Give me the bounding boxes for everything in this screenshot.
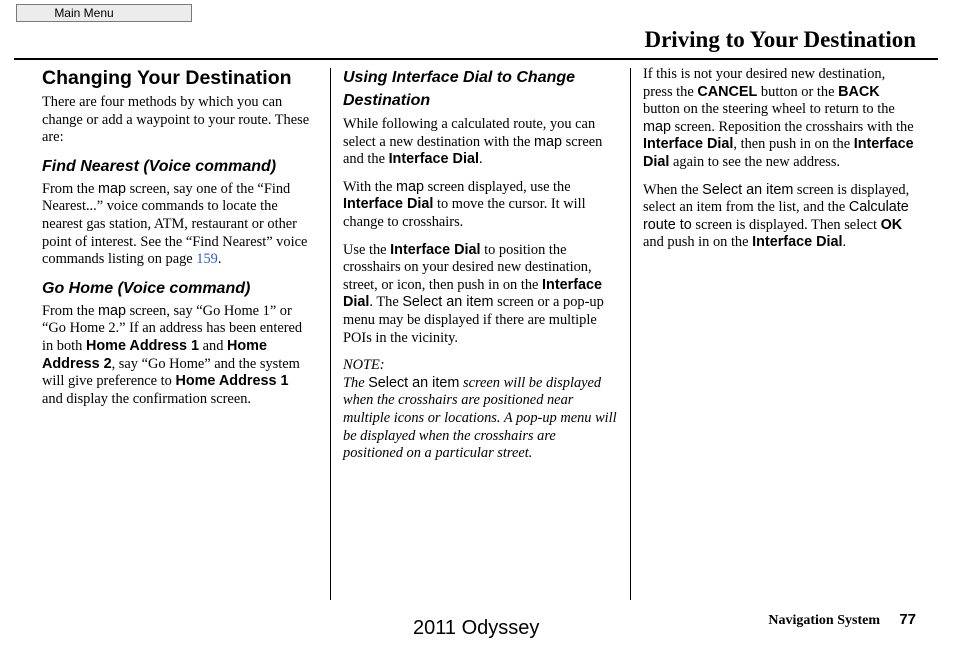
model-watermark: 2011 Odyssey — [413, 617, 540, 639]
column-right — [643, 66, 918, 262]
dial-paragraph-1: While following a calculated route, you can select a new destination with the map screen and the Interface Dial. — [343, 116, 603, 168]
section-heading-changing-destination: Changing Your Destination — [42, 67, 292, 89]
page-title: Driving to Your Destination — [644, 27, 916, 52]
column-left — [42, 66, 312, 418]
note-label: NOTE: — [343, 357, 385, 374]
go-home-paragraph: From the map screen, say “Go Home 1” or “Go Home 2.” If an address has been entered in both Home Address 1 and Home Address 2, say “Go Home” and the system will give preference to Home Address 1 and display the confirmation screen. — [42, 302, 303, 407]
column-divider-left — [330, 68, 331, 600]
note-paragraph: NOTE: The Select an item screen will be displayed when the crosshairs are positioned near multiple icons or locations. A pop-up menu will be displayed when the crosshairs are positioned on a particular street. — [343, 357, 617, 462]
main-menu-button[interactable]: Main Menu — [16, 4, 192, 22]
column-middle — [343, 66, 618, 463]
page-number: 77 — [899, 611, 916, 628]
page-159-link[interactable]: 159 — [196, 251, 218, 268]
column-divider-right — [630, 68, 631, 600]
dial-paragraph-2: With the map screen displayed, use the Interface Dial to move the cursor. It will change to crosshairs. — [343, 178, 586, 230]
select-item-paragraph: When the Select an item screen is displayed, select an item from the list, and the Calculate route to screen is displayed. Then select OK and push in on the Interface Dial. — [643, 181, 910, 251]
dial-paragraph-3: Use the Interface Dial to position the crosshairs on your desired new destination, street, or icon, then push in on the Interface Dial. The Select an item screen or a pop-up menu may be displayed if there are multiple POIs in the vicinity. — [343, 241, 604, 346]
subheading-go-home: Go Home (Voice command) — [42, 279, 251, 297]
footer-section-label: Navigation System — [768, 613, 880, 628]
cancel-paragraph: If this is not your desired new destination, press the CANCEL button or the BACK button on the steering wheel to return to the map screen. Reposition the crosshairs with the Interface Dial, then push in on the Interface Dial again to see the new address. — [643, 66, 914, 170]
subheading-find-nearest: Find Nearest (Voice command) — [42, 157, 277, 175]
header-divider — [14, 58, 938, 60]
subheading-interface-dial: Using Interface Dial to Change Destination — [343, 69, 576, 109]
intro-paragraph: There are four methods by which you can change or add a waypoint to your route. These are: — [42, 94, 310, 146]
find-nearest-paragraph: From the map screen, say one of the “Find Nearest...” voice commands to locate the nearest gas station, ATM, restaurant or other point of interest. See the “Find Nearest” voice commands listing on page 159. — [42, 180, 308, 268]
